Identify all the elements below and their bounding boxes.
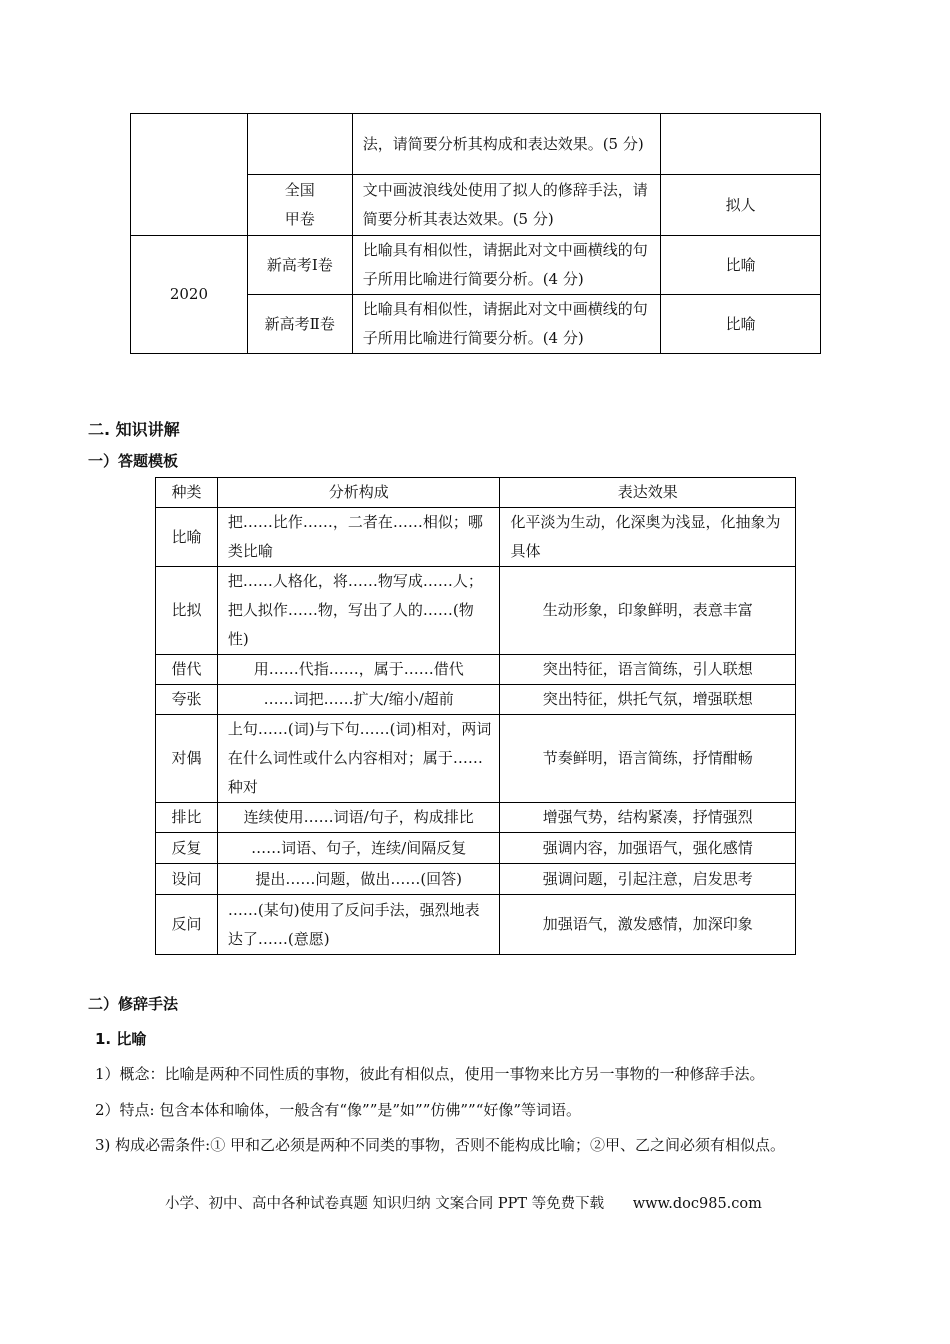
device-cell: 比喻 (661, 295, 821, 354)
analysis-cell: ……词语、句子，连续/间隔反复 (217, 833, 500, 864)
year-cell (131, 114, 248, 236)
analysis-cell: ……(某句)使用了反问手法，强烈地表达了……(意愿) (217, 895, 500, 955)
kind-cell: 比拟 (156, 567, 218, 655)
question-cell: 比喻具有相似性，请据此对文中画横线的句子所用比喻进行简要分析。(4 分) (352, 295, 661, 354)
table-row (156, 685, 796, 715)
effect-cell: 强调内容，加强语气，强化感情 (500, 833, 796, 864)
effect-cell: 增强气势，结构紧凑，抒情强烈 (500, 803, 796, 833)
analysis-cell: 提出……问题，做出……(回答) (217, 864, 500, 895)
analysis-cell: 上句……(词)与下句……(词)相对，两词在什么词性或什么内容相对；属于……种对 (217, 715, 500, 803)
table-row (131, 114, 821, 175)
table-row (156, 864, 796, 895)
answer-template-table (155, 477, 796, 955)
analysis-cell: 连续使用……词语/句子，构成排比 (217, 803, 500, 833)
table-row (156, 655, 796, 685)
table-row (131, 236, 821, 295)
kind-cell: 借代 (156, 655, 218, 685)
device-cell: 拟人 (661, 175, 821, 236)
analysis-cell: 把……人格化，将……物写成……人；把人拟作……物，写出了人的……(物性) (217, 567, 500, 655)
page-footer (165, 1192, 762, 1213)
column-header: 表达效果 (500, 478, 796, 508)
paper-cell: 新高考Ⅱ卷 (247, 295, 352, 354)
column-header: 分析构成 (217, 478, 500, 508)
kind-cell: 设问 (156, 864, 218, 895)
effect-cell: 突出特征，烘托气氛，增强联想 (500, 685, 796, 715)
effect-cell: 化平淡为生动，化深奥为浅显，化抽象为具体 (500, 508, 796, 567)
table-row (156, 833, 796, 864)
effect-cell: 加强语气，激发感情，加深印象 (500, 895, 796, 955)
effect-cell: 突出特征，语言简练，引人联想 (500, 655, 796, 685)
kind-cell: 比喻 (156, 508, 218, 567)
kind-cell: 反复 (156, 833, 218, 864)
item-title-metaphor: 1. 比喻 (95, 1030, 147, 1048)
kind-cell: 对偶 (156, 715, 218, 803)
device-cell: 比喻 (661, 236, 821, 295)
metaphor-features: 2）特点: 包含本体和喻体，一般含有“像””是”如””仿佛””“好像”等词语。 (95, 1101, 582, 1119)
subsection-title-rhetoric: 二）修辞手法 (88, 995, 179, 1013)
section-title: 二. 知识讲解 (88, 420, 180, 439)
analysis-cell: ……词把……扩大/缩小/超前 (217, 685, 500, 715)
question-cell: 法，请简要分析其构成和表达效果。(5 分) (352, 114, 661, 175)
question-cell: 文中画波浪线处使用了拟人的修辞手法，请简要分析其表达效果。(5 分) (352, 175, 661, 236)
paper-cell (247, 175, 352, 236)
table-row (156, 715, 796, 803)
paper-cell (247, 114, 352, 175)
device-cell (661, 114, 821, 175)
table-header-row (156, 478, 796, 508)
table-row (156, 567, 796, 655)
metaphor-concept: 1）概念：比喻是两种不同性质的事物，彼此有相似点，使用一事物来比方另一事物的一种修辞手法。 (95, 1065, 765, 1083)
effect-cell: 节奏鲜明，语言简练，抒情酣畅 (500, 715, 796, 803)
table-row (156, 508, 796, 567)
table-row (156, 803, 796, 833)
question-cell: 比喻具有相似性，请据此对文中画横线的句子所用比喻进行简要分析。(4 分) (352, 236, 661, 295)
footer-text: 小学、初中、高中各种试卷真题 知识归纳 文案合同 PPT 等免费下载 (165, 1196, 605, 1212)
kind-cell: 反问 (156, 895, 218, 955)
exam-questions-table (130, 113, 821, 354)
metaphor-conditions: 3) 构成必需条件:① 甲和乙必须是两种不同类的事物，否则不能构成比喻；②甲、乙之间必须有相似点。 (95, 1136, 785, 1154)
paper-cell: 新高考Ⅰ卷 (247, 236, 352, 295)
effect-cell: 强调问题，引起注意，启发思考 (500, 864, 796, 895)
kind-cell: 夸张 (156, 685, 218, 715)
paper-label: 全国 甲卷 (284, 181, 315, 228)
year-cell: 2020 (131, 236, 248, 354)
column-header: 种类 (156, 478, 218, 508)
kind-cell: 排比 (156, 803, 218, 833)
footer-url[interactable]: www.doc985.com (632, 1196, 762, 1212)
table-row (156, 895, 796, 955)
analysis-cell: 用……代指……，属于……借代 (217, 655, 500, 685)
analysis-cell: 把……比作……，二者在……相似；哪类比喻 (217, 508, 500, 567)
subsection-title-template: 一）答题模板 (88, 452, 179, 470)
effect-cell: 生动形象，印象鲜明，表意丰富 (500, 567, 796, 655)
